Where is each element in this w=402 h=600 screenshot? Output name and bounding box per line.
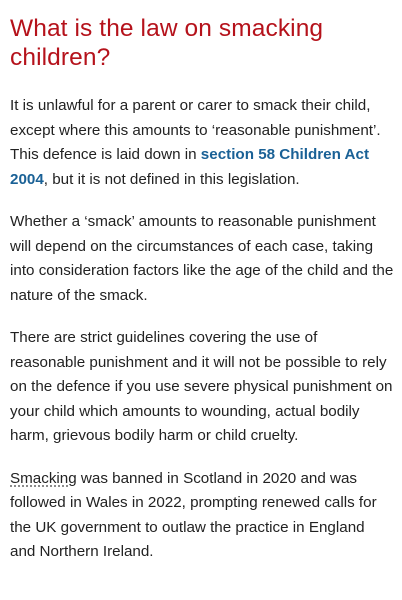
paragraph-text: , but it is not defined in this legislation. — [43, 170, 300, 188]
article-heading: What is the law on smacking children? — [10, 15, 324, 71]
paragraph-text: was banned in Scotland in 2020 and was followed in Wales in 2022, prompting renewed calls for the UK government to outlaw the practice in England and Northern Ireland. — [10, 469, 377, 560]
section-58-link[interactable]: section 58 Children Act 2004 — [10, 146, 370, 188]
article — [10, 14, 394, 583]
smacking-glossary-term[interactable]: Smacking — [10, 469, 77, 487]
paragraph-text: It is unlawful for a parent or carer to smack their child, except where this amounts to ‘reasonable punishment’. This defence is laid down in — [10, 97, 381, 163]
paragraph-reasonable-punishment: Whether a ‘smack’ amounts to reasonable punishment will depend on the circumstances of each case, taking into consideration factors like the age of the child and the nature of the smack. — [10, 213, 394, 304]
paragraph-smacking-ban — [10, 467, 394, 565]
paragraph-unlawful — [10, 94, 394, 192]
paragraph-strict-guidelines: There are strict guidelines covering the use of reasonable punishment and it will not be possible to rely on the defence if you use severe physical punishment on your child which amounts to wounding, actual bodily harm, grievous bodily harm or child cruelty. — [10, 329, 393, 444]
